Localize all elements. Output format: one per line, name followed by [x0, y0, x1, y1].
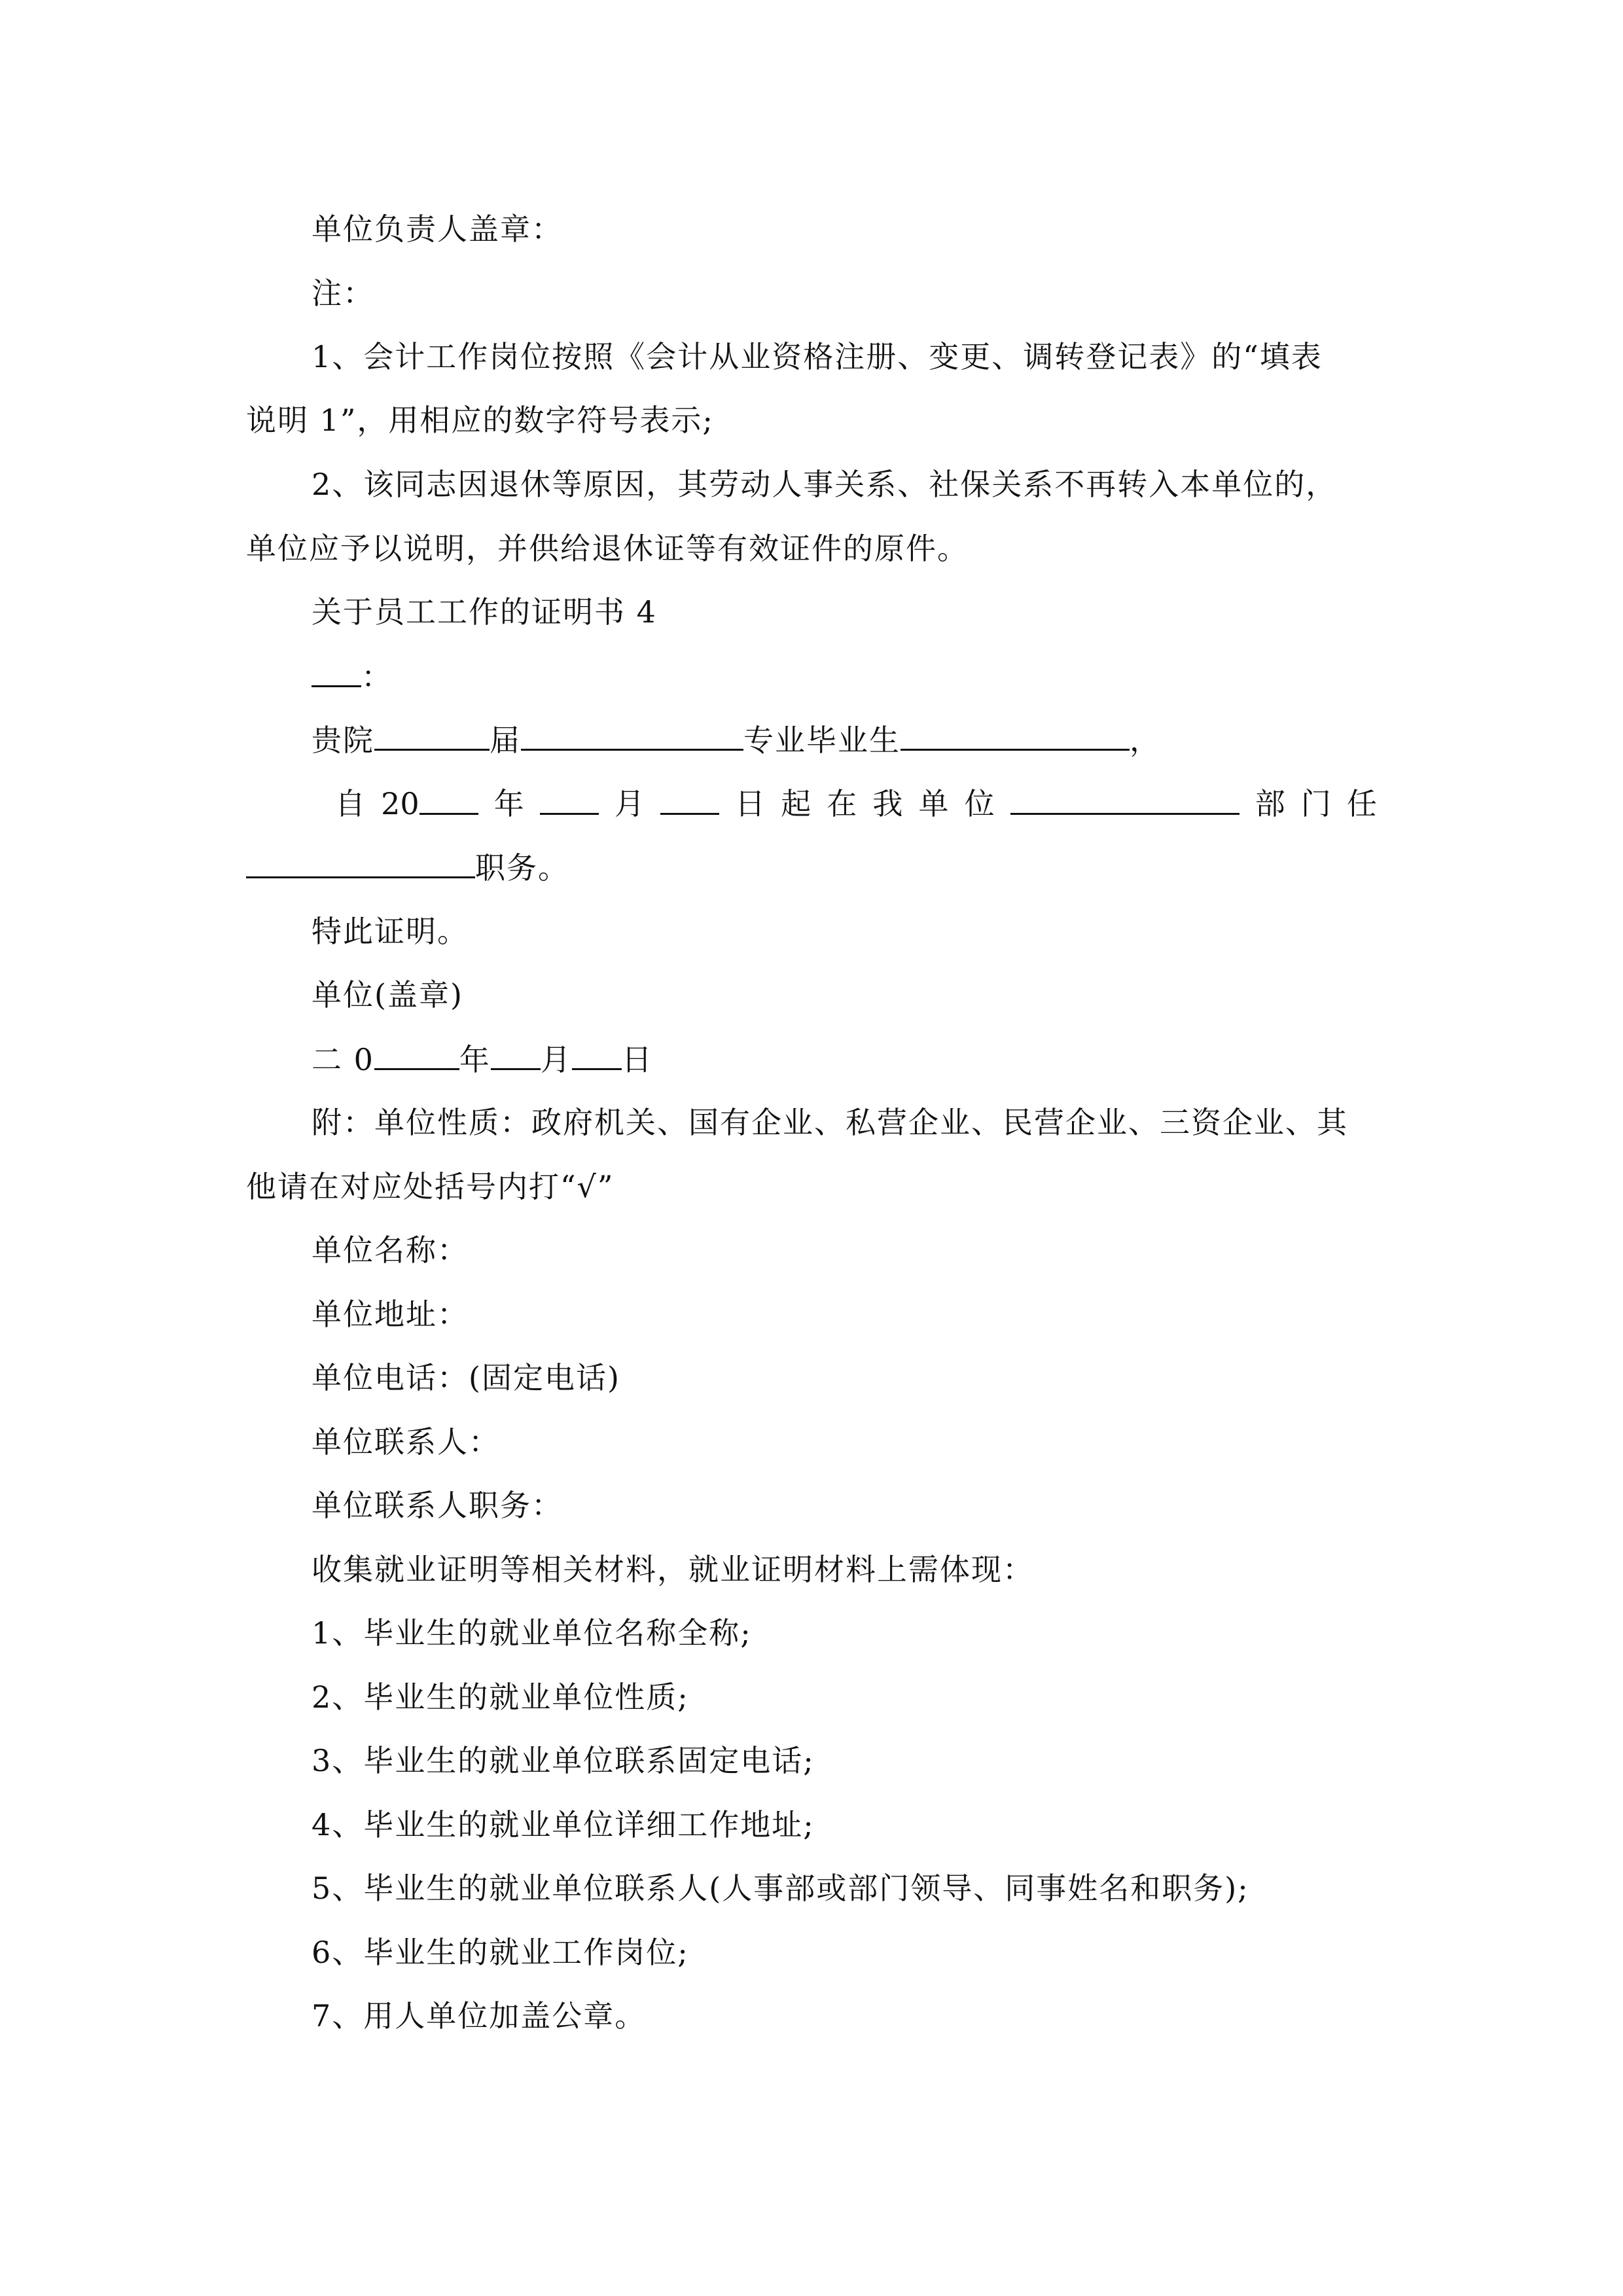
graduate-comma: ，: [1130, 723, 1161, 758]
unit-seal-label: 单位(盖章): [312, 977, 463, 1013]
department-blank[interactable]: [1010, 784, 1240, 815]
graduate-school-label: 贵院: [312, 723, 374, 758]
note-1-line-2: 说明 1”，用相应的数字符号表示;: [246, 403, 714, 438]
list-item: 7、用人单位加盖公章。: [312, 1998, 647, 2034]
year-label: 年: [493, 786, 524, 821]
unit-type-note-line-1: 附：单位性质：政府机关、国有企业、私营企业、民营企业、三资企业、其: [312, 1105, 1348, 1140]
addressee-line: [312, 656, 393, 696]
major-blank[interactable]: [521, 720, 743, 751]
note-2-line-2: 单位应予以说明，并供给退休证等有效证件的原件。: [246, 531, 969, 566]
graduate-line: [312, 720, 1161, 760]
date-month-blank[interactable]: [491, 1039, 541, 1070]
addressee-blank[interactable]: [312, 656, 361, 687]
unit-address-label: 单位地址：: [312, 1297, 469, 1332]
day-label: 日: [735, 786, 766, 821]
list-item: 4、毕业生的就业单位详细工作地址;: [312, 1807, 815, 1842]
text-char: 我: [872, 786, 903, 821]
position-suffix: 职务。: [475, 850, 569, 886]
unit-name-label: 单位名称：: [312, 1232, 469, 1268]
date-day-label: 日: [621, 1042, 653, 1077]
major-graduate-label: 专业毕业生: [743, 723, 901, 758]
list-item: 6、毕业生的就业工作岗位;: [312, 1935, 689, 1970]
text-char: 门: [1300, 786, 1331, 821]
unit-phone-label: 单位电话：(固定电话): [312, 1360, 620, 1395]
date-line: [312, 1039, 653, 1079]
unit-type-note-line-2: 他请在对应处括号内打“√”: [246, 1169, 615, 1204]
hereby-certify: 特此证明。: [312, 914, 469, 949]
graduate-name-blank[interactable]: [901, 720, 1130, 751]
list-item: 1、毕业生的就业单位名称全称;: [312, 1615, 752, 1651]
start-day-blank[interactable]: [660, 784, 719, 815]
unit-head-seal-line: 单位负责人盖章：: [312, 211, 563, 247]
list-item: 5、毕业生的就业单位联系人(人事部或部门领导、同事姓名和职务);: [312, 1871, 1249, 1906]
note-1-line-1: 1、会计工作岗位按照《会计从业资格注册、变更、调转登记表》的“填表: [312, 339, 1323, 374]
addressee-colon: ：: [361, 659, 393, 694]
employment-start-line: [335, 784, 1377, 823]
year-prefix: 20: [381, 786, 419, 821]
start-month-blank[interactable]: [540, 784, 599, 815]
unit-contact-label: 单位联系人：: [312, 1424, 500, 1460]
note-2-line-1: 2、该同志因退休等原因，其劳动人事关系、社保关系不再转入本单位的，: [312, 467, 1338, 502]
start-year-blank[interactable]: [419, 784, 478, 815]
text-char: 在: [827, 786, 857, 821]
position-blank[interactable]: [246, 848, 475, 878]
from-label: 自: [335, 786, 365, 821]
text-char: 任: [1346, 786, 1377, 821]
note-heading: 注：: [312, 276, 374, 311]
class-year-blank[interactable]: [374, 720, 490, 751]
position-line: [246, 848, 569, 888]
text-char: 单: [918, 786, 949, 821]
list-item: 3、毕业生的就业单位联系固定电话;: [312, 1743, 815, 1778]
text-char: 位: [964, 786, 995, 821]
text-char: 起: [781, 786, 812, 821]
list-item: 2、毕业生的就业单位性质;: [312, 1679, 689, 1715]
date-year-prefix: 二 0: [312, 1042, 374, 1077]
unit-contact-title-label: 单位联系人职务：: [312, 1488, 563, 1523]
date-day-blank[interactable]: [572, 1039, 622, 1070]
text-char: 部: [1255, 786, 1285, 821]
date-month-label: 月: [540, 1042, 572, 1077]
certificate-title: 关于员工工作的证明书 4: [312, 594, 657, 630]
month-label: 月: [614, 786, 645, 821]
class-label: 届: [490, 723, 521, 758]
date-year-blank[interactable]: [374, 1039, 459, 1070]
materials-intro: 收集就业证明等相关材料，就业证明材料上需体现：: [312, 1552, 1034, 1587]
date-year-label: 年: [459, 1042, 491, 1077]
